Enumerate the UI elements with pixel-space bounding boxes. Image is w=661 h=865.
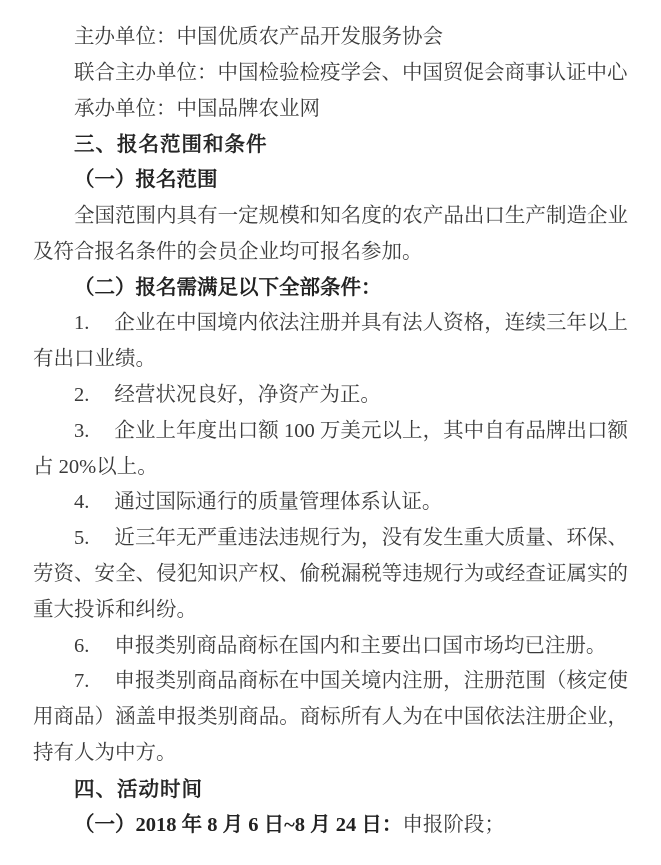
registration-scope-paragraph: 全国范围内具有一定规模和知名度的农产品出口生产制造企业及符合报名条件的会员企业均可报名参加。 [33,204,628,263]
condition-item-1 [33,306,628,378]
undertaker-line: 承办单位：中国品牌农业网 [74,97,320,120]
condition-number: 5. [74,527,90,550]
condition-item-3 [33,414,628,486]
schedule-date-range: （一）2018 年 8 月 6 日~8 月 24 日： [74,813,403,836]
condition-text: 经营状况良好，净资产为正。 [114,383,381,406]
condition-item-4 [33,485,628,521]
section-3-heading: 三、报名范围和条件 [74,133,268,157]
condition-text: 申报类别商品商标在中国关境内注册，注册范围（核定使用商品）涵盖申报类别商品。商标所有人为在中国依法注册企业，持有人为中方。 [33,670,628,764]
condition-text: 企业上年度出口额 100 万美元以上，其中自有品牌出口额占 20%以上。 [33,419,628,478]
co-organizer-line: 联合主办单位：中国检验检疫学会、中国贸促会商事认证中心 [74,61,628,84]
condition-item-5 [33,521,628,628]
condition-number: 3. [74,419,90,442]
condition-text: 近三年无严重违法违规行为，没有发生重大质量、环保、劳资、安全、侵犯知识产权、偷税漏税等违规行为或经查证属实的重大投诉和纠纷。 [33,527,628,621]
host-organizer-line: 主办单位：中国优质农产品开发服务协会 [74,26,443,48]
condition-text: 通过国际通行的质量管理体系认证。 [114,491,443,514]
condition-text: 企业在中国境内依法注册并具有法人资格，连续三年以上有出口业绩。 [33,312,628,371]
section-3-1-subheading: （一）报名范围 [74,169,218,192]
schedule-item-1 [33,808,628,844]
section-3-2-subheading: （二）报名需满足以下全部条件： [74,276,382,299]
section-4-heading: 四、活动时间 [74,777,203,801]
condition-number: 2. [74,383,90,406]
condition-item-6 [33,629,628,665]
condition-number: 4. [74,491,90,514]
schedule-phase-label: 申报阶段； [402,813,505,836]
condition-number: 7. [74,670,90,693]
condition-number: 1. [74,312,90,335]
condition-text: 申报类别商品商标在国内和主要出口国市场均已注册。 [114,634,607,657]
condition-number: 6. [74,634,90,657]
condition-item-7 [33,664,628,771]
condition-item-2 [33,378,628,414]
